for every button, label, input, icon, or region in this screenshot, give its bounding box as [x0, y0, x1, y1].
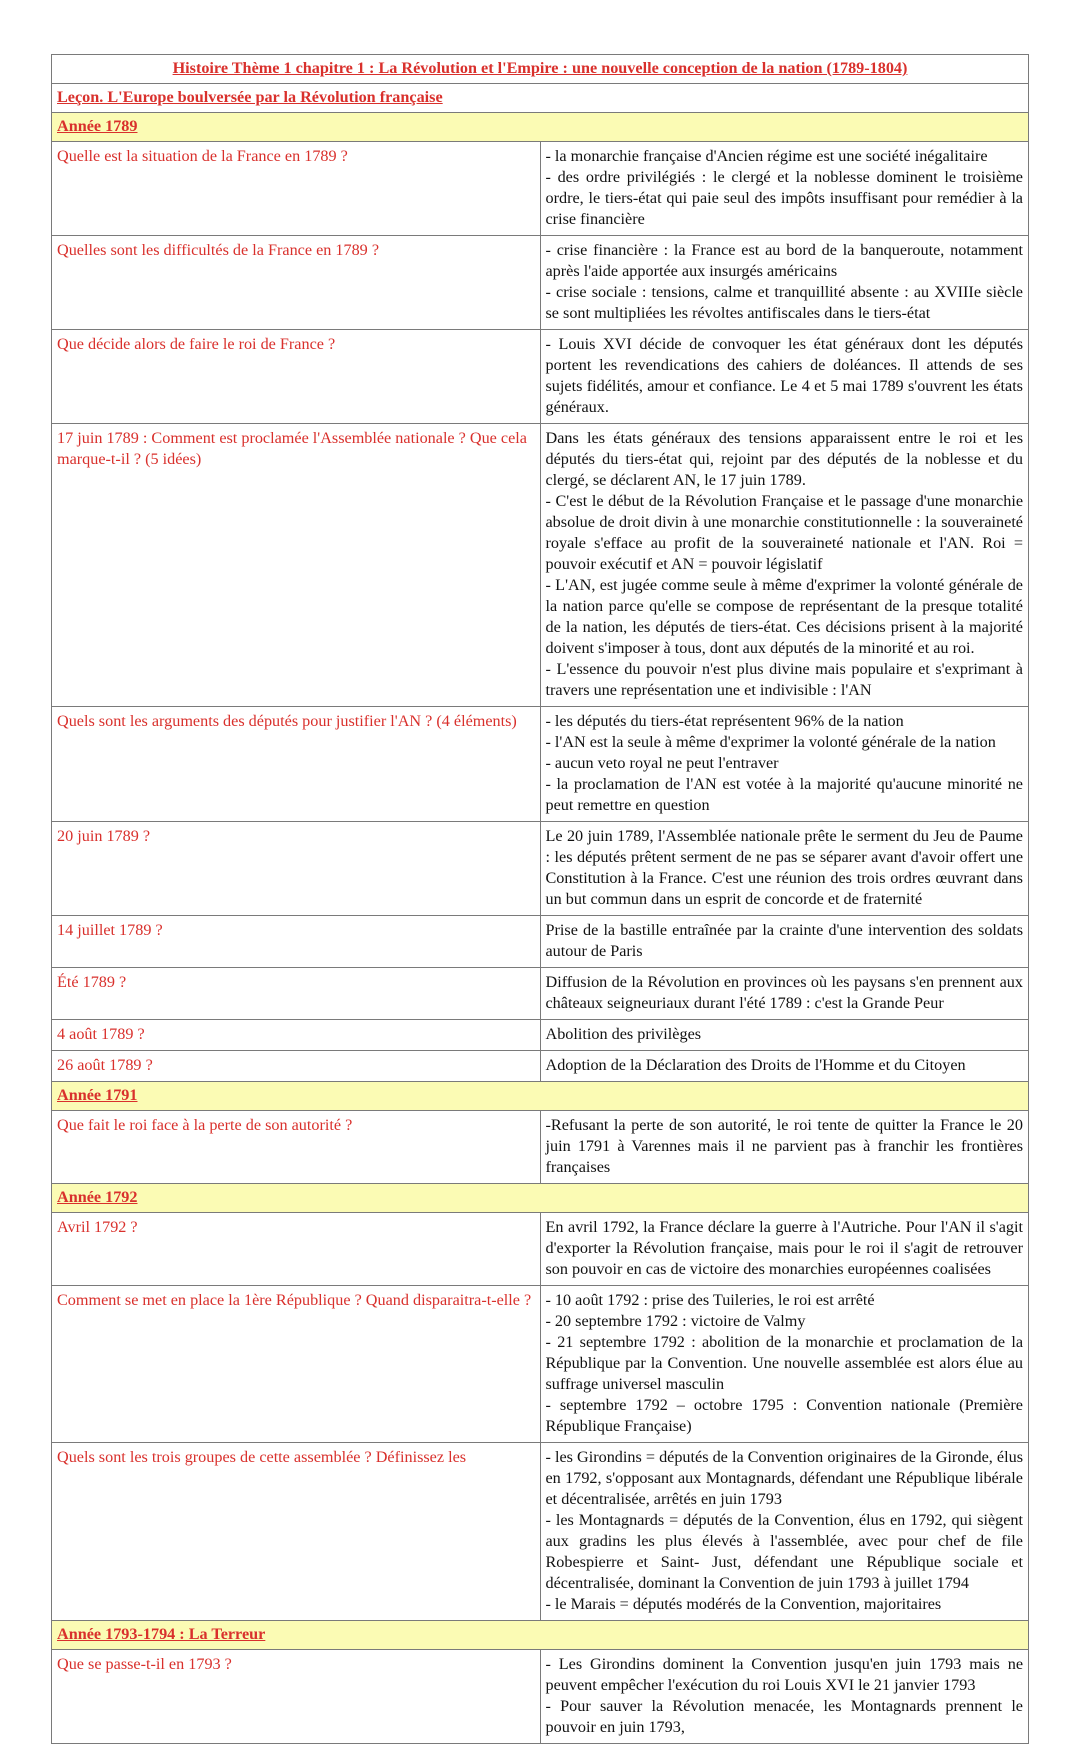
answer-line: - aucun veto royal ne peut l'entraver: [545, 754, 779, 772]
answer-line: Prise de la bastille entraînée par la crainte d'une intervention des soldats autour de Paris: [545, 921, 1023, 960]
answer-cell: [540, 330, 1029, 424]
question-cell: 14 juillet 1789 ?: [52, 916, 541, 968]
answer-line: - crise financière : la France est au bord de la banqueroute, notamment après l'aide apportée aux insurgés américains: [545, 241, 1023, 280]
answer-cell: [540, 1051, 1029, 1082]
answer-line: - crise sociale : tensions, calme et tranquillité absente : au XVIIIe siècle se sont multipliées les révoltes antifiscales dans le tiers-état: [545, 283, 1023, 322]
question-cell: 17 juin 1789 : Comment est proclamée l'Assemblée nationale ? Que cela marque-t-il ? (5 idées): [52, 424, 541, 707]
answer-line: - les députés du tiers-état représentent 96% de la nation: [545, 712, 904, 730]
question-row: [52, 1111, 1029, 1184]
question-row: [52, 822, 1029, 916]
answer-line: - Les Girondins dominent la Convention jusqu'en juin 1793 mais ne peuvent empêcher l'exécution du roi Louis XVI le 21 janvier 1793: [545, 1655, 1023, 1694]
answer-line: - des ordre privilégiés : le clergé et la noblesse dominent le troisième ordre, le tiers-état qui paie seul des impôts insuffisant pour remédier à la crise financière: [545, 168, 1023, 228]
answer-line: - le Marais = députés modérés de la Convention, majoritaires: [545, 1595, 942, 1613]
year-section-row: [52, 1621, 1029, 1650]
lesson-heading-row: [52, 84, 1029, 113]
document-title-row: [52, 55, 1029, 84]
lesson-table: [51, 54, 1029, 1744]
question-row: [52, 916, 1029, 968]
answer-line: - Louis XVI décide de convoquer les état généraux dont les députés portent les revendications des cahiers de doléances. Il attends de ses sujets fidélités, amour et confiance. Le 4 et 5 mai 1789 s'ouvrent les états généraux.: [545, 335, 1023, 416]
question-row: [52, 236, 1029, 330]
year-section-cell: [52, 1184, 1029, 1213]
answer-cell: [540, 1443, 1029, 1621]
answer-cell: [540, 142, 1029, 236]
answer-line: - 20 septembre 1792 : victoire de Valmy: [545, 1312, 806, 1330]
answer-cell: [540, 236, 1029, 330]
answer-line: Diffusion de la Révolution en provinces où les paysans s'en prennent aux châteaux seigneuriaux durant l'été 1789 : c'est la Grande Peur: [545, 973, 1023, 1012]
answer-line: Le 20 juin 1789, l'Assemblée nationale prête le serment du Jeu de Paume : les députés prêtent serment de ne pas se séparer avant d'avoir offert une Constitution à la France. C'est une réunion des trois ordres œuvrant dans un but commun dans un esprit de concorde et de fraternité: [545, 827, 1023, 908]
question-cell: 4 août 1789 ?: [52, 1020, 541, 1051]
answer-cell: [540, 822, 1029, 916]
question-cell: Que se passe-t-il en 1793 ?: [52, 1650, 541, 1744]
answer-line: - 10 août 1792 : prise des Tuileries, le roi est arrêté: [545, 1291, 875, 1309]
answer-cell: [540, 1650, 1029, 1744]
question-row: [52, 1020, 1029, 1051]
question-cell: Quels sont les trois groupes de cette assemblée ? Définissez les: [52, 1443, 541, 1621]
question-row: [52, 707, 1029, 822]
question-row: [52, 968, 1029, 1020]
answer-cell: [540, 968, 1029, 1020]
question-cell: Que fait le roi face à la perte de son autorité ?: [52, 1111, 541, 1184]
year-heading: Année 1793-1794 : La Terreur: [57, 1625, 266, 1643]
document-title: Histoire Thème 1 chapitre 1 : La Révolution et l'Empire : une nouvelle conception de la nation (1789-1804): [52, 55, 1029, 84]
question-cell: Avril 1792 ?: [52, 1213, 541, 1286]
answer-line: Adoption de la Déclaration des Droits de l'Homme et du Citoyen: [545, 1056, 966, 1074]
question-row: [52, 330, 1029, 424]
lesson-heading: Leçon. L'Europe boulversée par la Révolution française: [52, 84, 1029, 113]
year-heading: Année 1792: [57, 1188, 138, 1206]
answer-line: - la proclamation de l'AN est votée à la majorité qu'aucune minorité ne peut remettre en question: [545, 775, 1023, 814]
question-row: [52, 424, 1029, 707]
answer-cell: [540, 1213, 1029, 1286]
answer-line: - C'est le début de la Révolution Française et le passage d'une monarchie absolue de droit divin à une monarchie constitutionnelle : la souveraineté royale s'efface au profit de la souveraineté nationale et l'AN. Roi = pouvoir exécutif et AN = pouvoir législatif: [545, 492, 1023, 573]
answer-cell: [540, 1020, 1029, 1051]
answer-line: - la monarchie française d'Ancien régime est une société inégalitaire: [545, 147, 988, 165]
question-row: [52, 142, 1029, 236]
question-row: [52, 1443, 1029, 1621]
year-section-cell: [52, 113, 1029, 142]
answer-line: - septembre 1792 – octobre 1795 : Convention nationale (Première République Française): [545, 1396, 1023, 1435]
answer-line: Abolition des privilèges: [545, 1025, 702, 1043]
question-row: [52, 1051, 1029, 1082]
question-cell: Quelles sont les difficultés de la France en 1789 ?: [52, 236, 541, 330]
question-cell: 26 août 1789 ?: [52, 1051, 541, 1082]
answer-line: - les Girondins = députés de la Convention originaires de la Gironde, élus en 1792, s'opposant aux Montagnards, défendant une République libérale et décentralisée, arrêtés en juin 1793: [545, 1448, 1023, 1508]
year-heading: Année 1791: [57, 1086, 138, 1104]
answer-cell: [540, 1111, 1029, 1184]
question-cell: Comment se met en place la 1ère République ? Quand disparaitra-t-elle ?: [52, 1286, 541, 1443]
lesson-sheet: [51, 54, 1029, 1744]
answer-cell: [540, 916, 1029, 968]
question-row: [52, 1286, 1029, 1443]
year-section-cell: [52, 1621, 1029, 1650]
answer-cell: [540, 707, 1029, 822]
answer-cell: [540, 1286, 1029, 1443]
question-cell: Quels sont les arguments des députés pour justifier l'AN ? (4 éléments): [52, 707, 541, 822]
answer-line: - L'AN, est jugée comme seule à même d'exprimer la volonté générale de la nation parce qu'elle se compose de représentant de la presque totalité de la nation, les députés de tiers-état. Ces décisions prisent à la majorité doivent s'imposer à tous, dont aux députés de la minorité et au roi.: [545, 576, 1023, 657]
question-row: [52, 1213, 1029, 1286]
answer-line: - l'AN est la seule à même d'exprimer la volonté générale de la nation: [545, 733, 996, 751]
year-section-row: [52, 1082, 1029, 1111]
year-section-cell: [52, 1082, 1029, 1111]
answer-line: - 21 septembre 1792 : abolition de la monarchie et proclamation de la République par la Convention. Une nouvelle assemblée est alors élue au suffrage universel masculin: [545, 1333, 1023, 1393]
question-cell: Quelle est la situation de la France en 1789 ?: [52, 142, 541, 236]
question-cell: Que décide alors de faire le roi de France ?: [52, 330, 541, 424]
question-cell: 20 juin 1789 ?: [52, 822, 541, 916]
answer-line: - les Montagnards = députés de la Convention, élus en 1792, qui siègent aux gradins les plus élevés à l'assemblée, avec pour chef de file Robespierre et Saint- Just, défendant une République sociale et décentralisée, dominant la Convention de juin 1793 à juillet 1794: [545, 1511, 1023, 1592]
answer-cell: [540, 424, 1029, 707]
answer-line: Dans les états généraux des tensions apparaissent entre le roi et les députés du tiers-état qui, rejoint par des députés de la noblesse et du clergé, se déclarent AN, le 17 juin 1789.: [545, 429, 1023, 489]
answer-line: En avril 1792, la France déclare la guerre à l'Autriche. Pour l'AN il s'agit d'exporter la Révolution française, mais pour le roi il s'agit de retrouver son pouvoir en cas de victoire des monarchies européennes coalisées: [545, 1218, 1023, 1278]
answer-line: - Pour sauver la Révolution menacée, les Montagnards prennent le pouvoir en juin 1793,: [545, 1697, 1023, 1736]
year-heading: Année 1789: [57, 117, 138, 135]
answer-line: -Refusant la perte de son autorité, le roi tente de quitter la France le 20 juin 1791 à Varennes mais il ne parvient pas à franchir les frontières françaises: [545, 1116, 1023, 1176]
question-row: [52, 1650, 1029, 1744]
year-section-row: [52, 113, 1029, 142]
answer-line: - L'essence du pouvoir n'est plus divine mais populaire et s'exprimant à travers une représentation une et indivisible : l'AN: [545, 660, 1023, 699]
year-section-row: [52, 1184, 1029, 1213]
question-cell: Été 1789 ?: [52, 968, 541, 1020]
